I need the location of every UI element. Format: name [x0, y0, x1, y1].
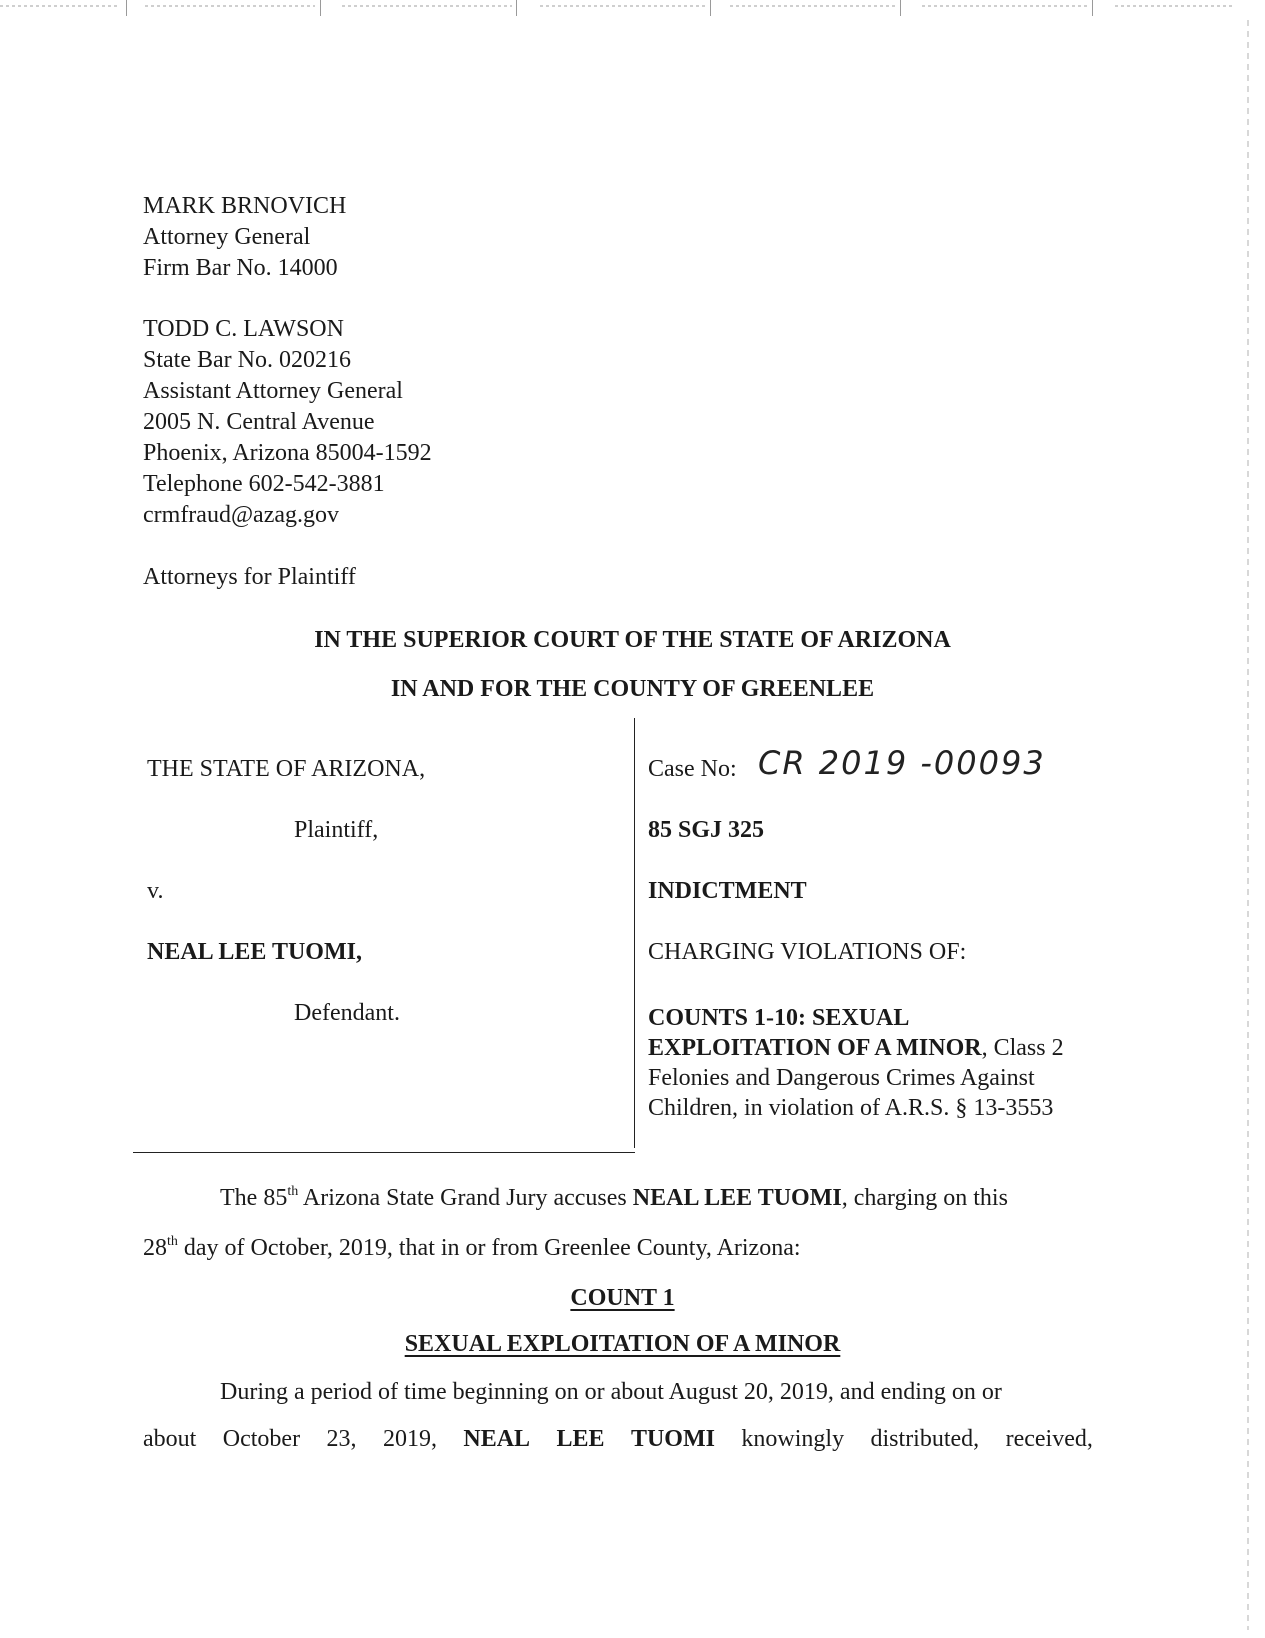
- word: knowingly: [741, 1426, 845, 1452]
- case-number-handwritten: CR 2019 -00093: [758, 744, 1046, 782]
- defendant-label: Defendant.: [294, 1000, 400, 1026]
- caption-divider-vertical: [634, 718, 635, 1148]
- caption-divider-horizontal: [133, 1152, 635, 1153]
- word: received,: [1005, 1426, 1093, 1452]
- defendant-word: TUOMI: [630, 1426, 715, 1452]
- defendant-name-inline: NEAL LEE TUOMI: [632, 1185, 842, 1211]
- word: October: [222, 1426, 301, 1452]
- intro-ordinal: th: [287, 1184, 299, 1199]
- count-heading: COUNT 1: [570, 1285, 675, 1311]
- word: 23,: [326, 1426, 357, 1452]
- counts-summary: [648, 1003, 1064, 1123]
- aag-email: crmfraud@azag.gov: [143, 502, 340, 528]
- ag-name: MARK BRNOVICH: [143, 193, 347, 219]
- charging-heading: CHARGING VIOLATIONS OF:: [648, 939, 967, 965]
- aag-name: TODD C. LAWSON: [143, 316, 344, 342]
- intro-text: The 85: [220, 1185, 288, 1211]
- attorney-general-block: [143, 191, 346, 284]
- intro-text: 28: [143, 1235, 167, 1261]
- grand-jury-number: 85 SGJ 325: [648, 817, 765, 843]
- scan-edge-right: [1247, 20, 1249, 1630]
- case-no-label: Case No:: [648, 756, 737, 782]
- versus: v.: [147, 878, 164, 904]
- assistant-attorney-block: [143, 314, 432, 531]
- word: distributed,: [870, 1426, 980, 1452]
- ag-title: Attorney General: [143, 224, 311, 250]
- document-type: INDICTMENT: [648, 878, 807, 904]
- counts-line-3: Felonies and Dangerous Crimes Against: [648, 1065, 1035, 1091]
- court-title: IN THE SUPERIOR COURT OF THE STATE OF ARIZONA: [314, 627, 951, 653]
- word: about: [143, 1426, 197, 1452]
- plaintiff-label: Plaintiff,: [294, 817, 379, 843]
- intro-ordinal: th: [167, 1234, 178, 1249]
- defendant-word: LEE: [556, 1426, 605, 1452]
- counts-class: , Class 2: [981, 1035, 1064, 1061]
- aag-title: Assistant Attorney General: [143, 378, 403, 404]
- scan-edge-top: [0, 0, 1265, 18]
- court-county: IN AND FOR THE COUNTY OF GREENLEE: [390, 676, 875, 702]
- defendant-name: NEAL LEE TUOMI,: [147, 939, 362, 965]
- intro-line-2: [143, 1233, 801, 1263]
- aag-phone: Telephone 602-542-3881: [143, 471, 385, 497]
- aag-bar-no: State Bar No. 020216: [143, 347, 351, 373]
- counts-offense: EXPLOITATION OF A MINOR: [648, 1035, 982, 1061]
- attorneys-role: Attorneys for Plaintiff: [143, 564, 356, 590]
- intro-text: day of October, 2019, that in or from Greenlee County, Arizona:: [177, 1235, 801, 1261]
- counts-line-1: COUNTS 1-10: SEXUAL: [648, 1005, 910, 1031]
- defendant-word: NEAL: [463, 1426, 531, 1452]
- plaintiff-name: THE STATE OF ARIZONA,: [147, 756, 426, 782]
- aag-city: Phoenix, Arizona 85004-1592: [143, 440, 432, 466]
- count-subheading: SEXUAL EXPLOITATION OF A MINOR: [404, 1331, 841, 1357]
- intro-text: , charging on this: [841, 1185, 1008, 1211]
- intro-line-1: [220, 1183, 1008, 1213]
- intro-text: Arizona State Grand Jury accuses: [298, 1185, 633, 1211]
- ag-bar-no: Firm Bar No. 14000: [143, 255, 338, 281]
- counts-line-4: Children, in violation of A.R.S. § 13-3553: [648, 1095, 1054, 1121]
- word: 2019,: [382, 1426, 437, 1452]
- aag-street: 2005 N. Central Avenue: [143, 409, 375, 435]
- counts-line-2: [648, 1033, 1064, 1063]
- count-body-line-1: During a period of time beginning on or about August 20, 2019, and ending on or: [220, 1379, 1002, 1405]
- count-body-line-2: [143, 1424, 1093, 1454]
